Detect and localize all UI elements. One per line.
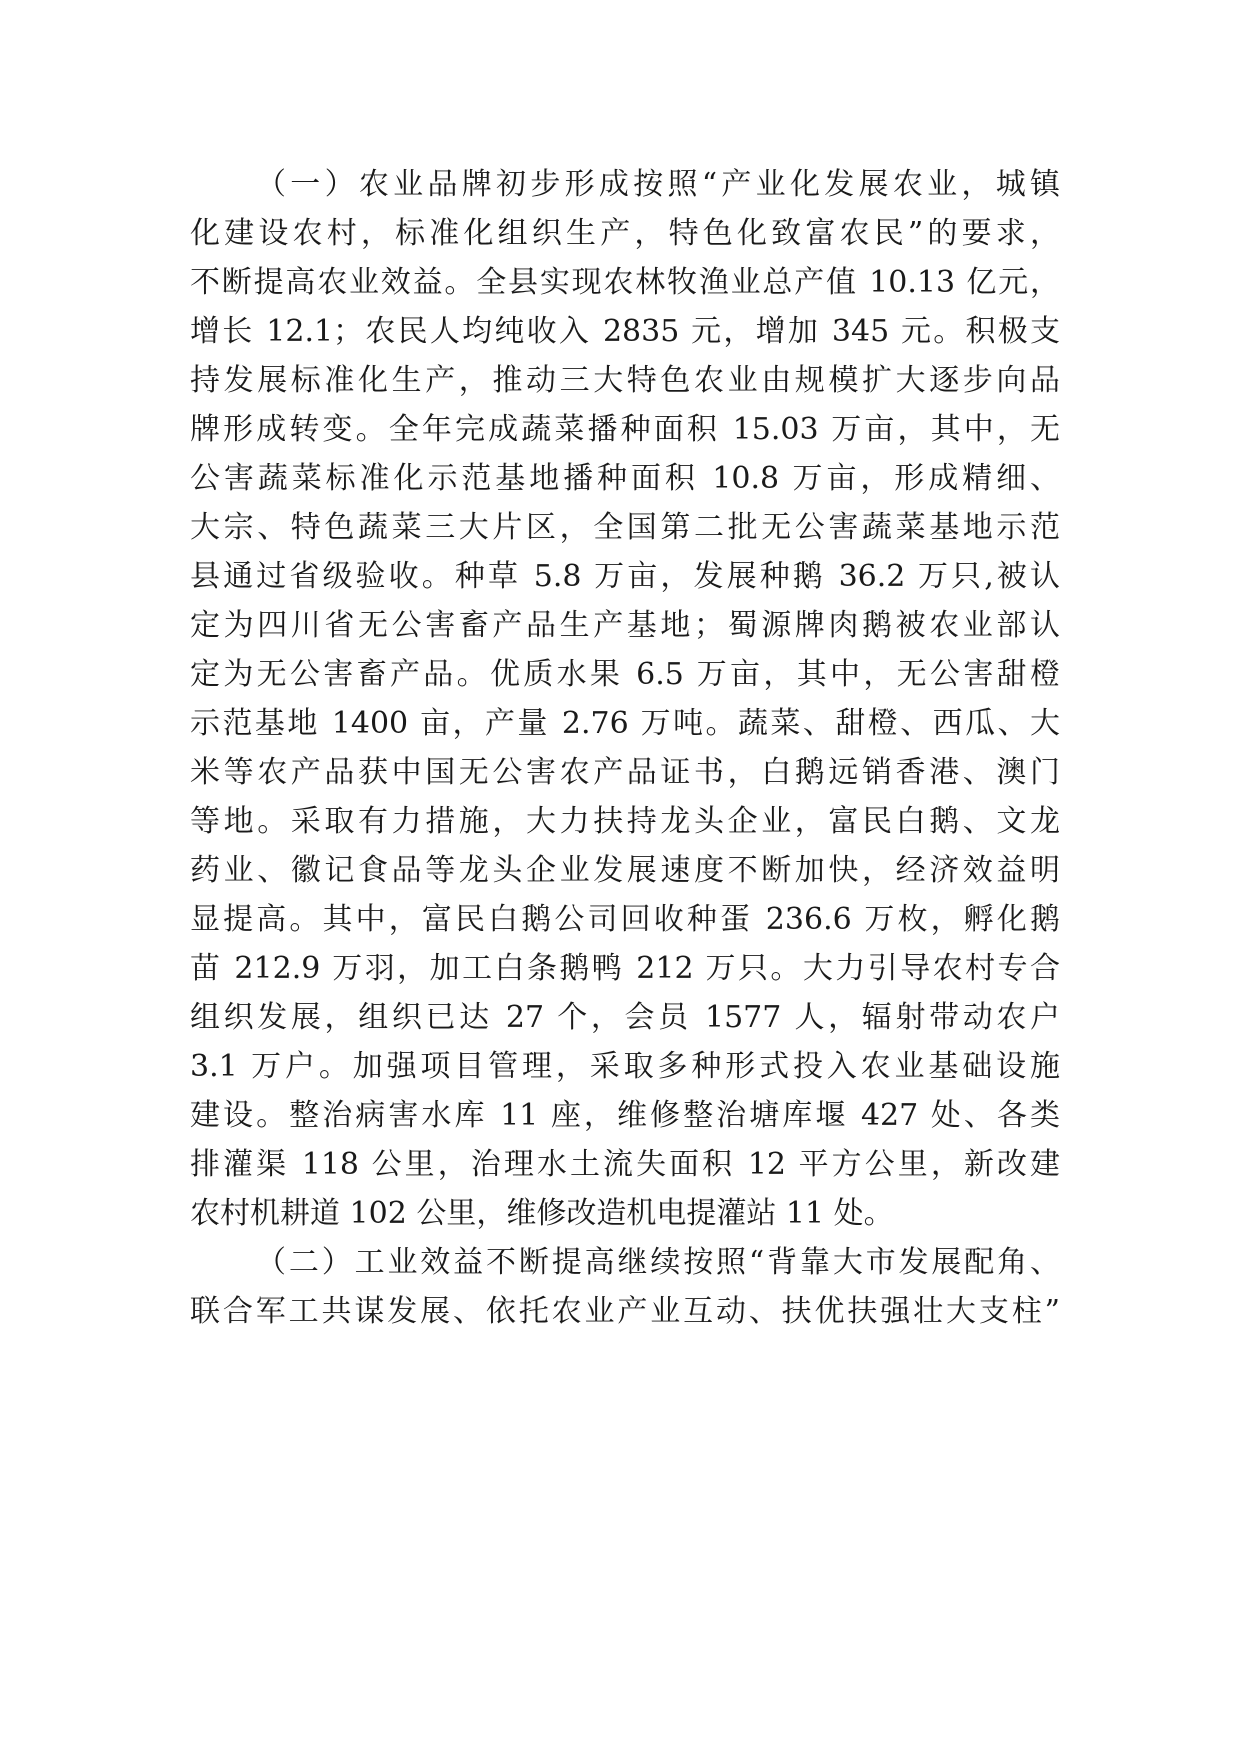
text-line: 不断提高农业效益。全县实现农林牧渔业总产值 10.13 亿元， [190,265,1060,300]
text-line: 3.1 万户。加强项目管理，采取多种形式投入农业基础设施 [190,1049,1060,1084]
text-line: 建设。整治病害水库 11 座，维修整治塘库堰 427 处、各类 [190,1098,1060,1133]
paragraph-industry [190,1238,1060,1336]
text-line: （二）工业效益不断提高继续按照“背靠大市发展配角、 [256,1245,1060,1280]
text-line: 牌形成转变。全年完成蔬菜播种面积 15.03 万亩，其中，无 [190,412,1060,447]
text-line: （一）农业品牌初步形成按照“产业化发展农业，城镇 [256,167,1060,202]
text-line: 增长 12.1；农民人均纯收入 2835 元，增加 345 元。积极支 [190,314,1060,349]
text-line: 等地。采取有力措施，大力扶持龙头企业，富民白鹅、文龙 [190,804,1060,839]
text-line: 排灌渠 118 公里，治理水土流失面积 12 平方公里，新改建 [190,1147,1060,1182]
text-line: 显提高。其中，富民白鹅公司回收种蛋 236.6 万枚，孵化鹅 [190,902,1060,937]
text-line: 组织发展，组织已达 27 个，会员 1577 人，辐射带动农户 [190,1000,1060,1035]
text-line: 公害蔬菜标准化示范基地播种面积 10.8 万亩，形成精细、 [190,461,1060,496]
text-line: 持发展标准化生产，推动三大特色农业由规模扩大逐步向品 [190,363,1060,398]
text-line-last: 农村机耕道 102 公里，维修改造机电提灌站 11 处。 [190,1196,894,1231]
text-line: 大宗、特色蔬菜三大片区，全国第二批无公害蔬菜基地示范 [190,510,1060,545]
text-line: 示范基地 1400 亩，产量 2.76 万吨。蔬菜、甜橙、西瓜、大 [190,706,1060,741]
text-line: 联合军工共谋发展、依托农业产业互动、扶优扶强壮大支柱” [190,1294,1060,1329]
text-line: 米等农产品获中国无公害农产品证书，白鹅远销香港、澳门 [190,755,1060,790]
text-line: 定为四川省无公害畜产品生产基地；蜀源牌肉鹅被农业部认 [190,608,1060,643]
text-line: 化建设农村，标准化组织生产，特色化致富农民”的要求， [190,216,1060,251]
text-line: 苗 212.9 万羽，加工白条鹅鸭 212 万只。大力引导农村专合 [190,951,1060,986]
text-line: 定为无公害畜产品。优质水果 6.5 万亩，其中，无公害甜橙 [190,657,1060,692]
document-body [190,160,1060,1336]
text-line: 药业、徽记食品等龙头企业发展速度不断加快，经济效益明 [190,853,1060,888]
text-line: 县通过省级验收。种草 5.8 万亩，发展种鹅 36.2 万只,被认 [190,559,1060,594]
paragraph-agriculture [190,160,1060,1238]
